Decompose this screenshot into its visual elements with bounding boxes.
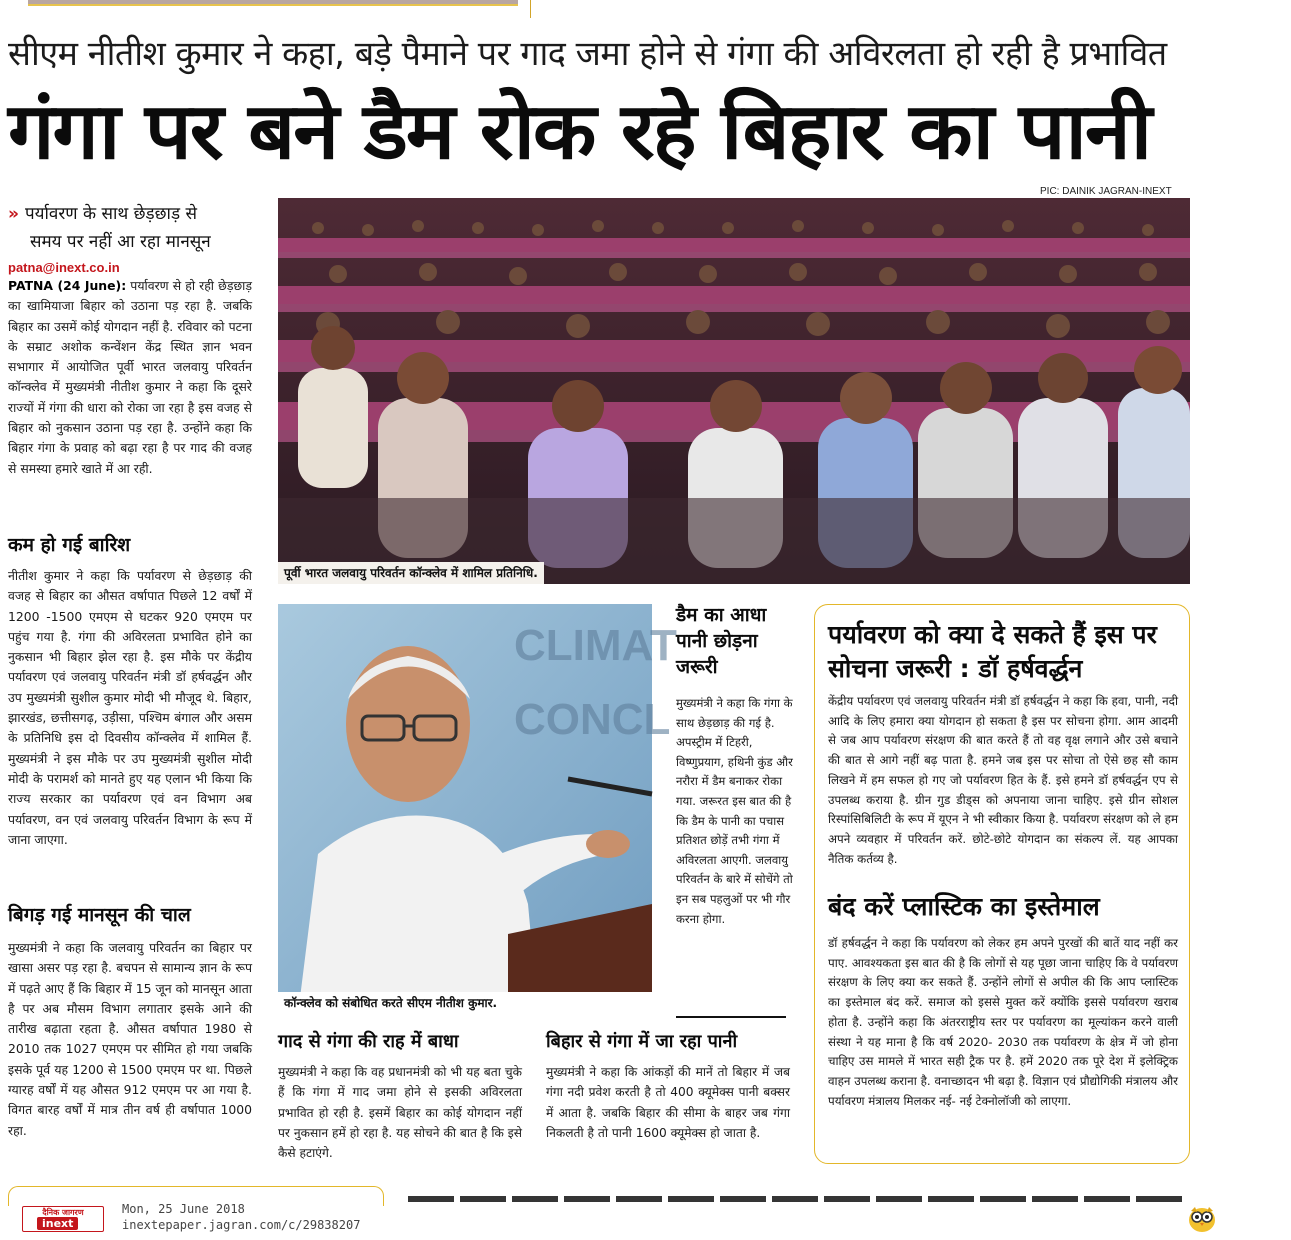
cm-photo-caption: कॉन्क्लेव को संबोधित करते सीएम नीतीश कुमार. [278,992,652,1014]
bullet-line-2: समय पर नहीं आ रहा मानसून [30,232,211,252]
column-rule [530,0,531,18]
section-heading-monsoon: बिगड़ गई मानसून की चाल [8,904,191,926]
audience-photo [278,198,1190,584]
photo-credit: PIC: DAINIK JAGRAN-INEXT [1040,186,1172,197]
main-headline: गंगा पर बने डैम रोक रहे बिहार का पानी [8,87,1151,177]
kicker-headline: सीएम नीतीश कुमार ने कहा, बड़े पैमाने पर गाद जमा होने से गंगा की अविरलता हो रही है प्रभावित [8,34,1167,74]
reporter-email[interactable]: patna@inext.co.in [8,260,120,275]
logo-bottom-text: inext [37,1217,78,1230]
inext-logo[interactable] [22,1206,104,1232]
backdrop-text-2: CONCL [514,695,671,744]
intro-text: पर्यावरण से हो रही छेड़छाड़ का खामियाजा बिहार को उठाना पड़ रहा है. जबकि बिहार का उसमें कोई योगदान नहीं है. रविवार को पटना के सम्राट अशोक कन्वेंशन केंद्र स्थित ज्ञान भवन सभागार में आयोजित पूर्वी भारत जलवायु परिवर्तन कॉन्क्लेव में मुख्यमंत्री नीतीश कुमार ने कहा कि दूसरे राज्यों में गंगा की धारा को रोका जा रहा है इस वजह से बिहार को नुकसान उठाना पड़ रहा है. उन्होंने कहा कि बिहार गंगा के प्रवाह को बढ़ा रहा है पर गाद की वजह से समस्या हमारे खाते में आ रही. [8,278,252,476]
cm-speaking-photo [278,604,677,1014]
section-text-monsoon: मुख्यमंत्री ने कहा कि जलवायु परिवर्तन का बिहार पर खासा असर पड़ रहा है. बचपन से सामान्य ज्ञान के रूप में पढ़ते आए हैं कि बिहार में 15 जून को मानसून आता है पर अब मौसम विभाग लगातार इसके आने की तारीख बढ़ाता रहता है. औसत वर्षापात 1980 से 2010 तक 1027 एमएम पर सीमित हो गया जबकि इसके पूर्व यह 1200 से 1500 एमएम पर था. पिछले ग्यारह वर्षों में यह औसत 912 एमएम पर आ गया है. विगत बारह वर्षों में मात्र तीन वर्ष ही वर्षापात 1000 रहा. [8,940,252,1138]
panel-subtext: डॉ हर्षवर्द्धन ने कहा कि पर्यावरण को लेकर हम अपने पुरखों की बातें याद नहीं कर पाए. आवश्यकता इस बात की है कि लोगों से यह पूछा जाना चाहिए कि वे पर्यावरण संरक्षण के लिए क्या कर सकते हैं. उन्होंने लोगों से अपील की कि आप प्लास्टिक का इस्तेमाल बंद करें. समाज को इससे मुक्त करें क्योंकि इससे पर्यावरण खराब होता है. उन्होंने कहा कि अंतरराष्ट्रीय स्तर पर पर्यावरण का मूल्यांकन करने वाली संस्था ने यह माना है कि वर्ष 2020- 2030 तक पर्यावरण के क्षेत्र में जो होना चाहिए उस मामले में भारत सही ट्रैक पर है. हमें 2020 तक पूरे देश में इलेक्ट्रिक वाहन उपलब्ध कराना है. वनाच्छादन भी बढ़ा है. विज्ञान एवं प्रौद्योगिकी मंत्रालय और पर्यावरण मंत्रालय मिलकर नई- नई टेक्नोलॉजी को लाएगा. [828,936,1178,1108]
silt-text: मुख्यमंत्री ने कहा कि वह प्रधानमंत्री को भी यह बता चुके हैं कि गंगा में गाद जमा होने से इसकी अविरलता प्रभावित हो रही है. इसमें बिहार का कोई योगदान नहीं पर नुकसान हमें हो रहा है. यह सोचने की बात है कि इसे कैसे हटाएंगे. [278,1065,522,1161]
section-text-less-rain: नीतीश कुमार ने कहा कि पर्यावरण से छेड़छाड़ की वजह से बिहार का औसत वर्षापात पिछले 12 वर्षों में 1200 -1500 एमएम से घटकर 920 एमएम पर पहुंच गया है. गंगा की अविरलता प्रभावित होने का नुकसान भी बिहार झेल रहा है. इस मौके पर केंद्रीय पर्यावरण एवं जलवायु परिवर्तन मंत्री डॉ हर्षवर्द्धन और उप मुख्यमंत्री सुशील कुमार मोदी भी मौजूद थे. बिहार, झारखंड, छत्तीसगढ़, उड़ीसा, पश्चिम बंगाल और असम के प्रतिनिधि इस दो दिवसीय कॉन्क्लेव में शामिल हैं. मुख्यमंत्री ने इस मौके पर उप मुख्यमंत्री सुशील मोदी मोदी के परामर्श को मानते हुए यह एलान भी किया कि राज्य सरकार का पर्यावरण एवं वन विभाग अब पर्यावरण, वन एवं जलवायु परिवर्तन विभाग के रूप में जाना जाएगा. [8,568,252,847]
cm-speaking-illustration [278,604,677,1014]
panel-heading: पर्यावरण को क्या दे सकते हैं इस पर सोचना जरूरी : डॉ हर्षवर्द्धन [828,620,1157,683]
logo-top-text: दैनिक जागरण [42,1208,84,1217]
panel-text: केंद्रीय पर्यावरण एवं जलवायु परिवर्तन मंत्री डॉ हर्षवर्द्धन ने कहा कि हवा, पानी, नदी आदि के लिए हमारा क्या योगदान हो सकता है इस पर सोचना होगा. आम आदमी से जब आप पर्यावरण संरक्षण की बात करते हैं तो वह वृक्ष लगाने और उसे बचाने की बात से आगे नहीं बढ़ पाता है. हमने जब इस पर सोचा तो ऐसे छह सौ काम लिखने में हम सफल हो गए जो पर्यावरण हित के हैं. इसे हमने डॉ हर्षवर्द्धन एप से उपलब्ध कराया है. ग्रीन गुड डीड्स को अपनाया जाना चाहिए. इसे ग्रीन सोशल रिस्पांसिबिलिटी के रूप में यूएन ने भी स्वीकार किया है. पर्यावरण संरक्षण को ले हम अपने व्यवहार में परिवर्तन करें. छोटे-छोटे योगदान का संकल्प लें. यह आपका नैतिक कर्तव्य है. [828,694,1178,866]
previous-photo-fragment [28,0,518,6]
audience-illustration [278,198,1190,584]
bullet-line-1: पर्यावरण के साथ छेड़छाड़ से [24,204,197,224]
backdrop-text-1: CLIMAT [514,621,677,670]
edition-date: Mon, 25 June 2018 [122,1202,245,1216]
epaper-url[interactable]: inextepaper.jagran.com/c/29838207 [122,1218,361,1232]
flow-heading: बिहार से गंगा में जा रहा पानी [546,1031,738,1052]
previous-article-strip [0,0,1224,18]
audience-photo-caption: पूर्वी भारत जलवायु परिवर्तन कॉन्क्लेव में शामिल प्रतिनिधि. [278,562,544,584]
dam-heading: डैम का आधा पानी छोड़ना जरूरी [676,604,767,678]
owl-icon[interactable] [1186,1202,1218,1234]
bullet-highlight [8,200,270,256]
dateline: PATNA (24 June): [8,278,127,293]
next-headline-fragment [408,1196,1188,1202]
flow-text: मुख्यमंत्री ने कहा कि आंकड़ों की मानें तो बिहार में जब गंगा नदी प्रवेश करती है तो 400 क्यूमेक्स पानी बक्सर में आता है. जबकि बिहार की सीमा के बाहर जब गंगा निकलती है तो पानी 1600 क्यूमेक्स हो जाता है. [546,1065,790,1140]
intro-paragraph [8,276,252,479]
chevron-right-icon: » [8,204,19,224]
silt-heading: गाद से गंगा की राह में बाधा [278,1031,459,1052]
panel-subheading: बंद करें प्लास्टिक का इस्तेमाल [828,892,1100,921]
section-heading-less-rain: कम हो गई बारिश [8,534,131,556]
column-rule-bottom [676,1016,786,1018]
dam-text: मुख्यमंत्री ने कहा कि गंगा के साथ छेड़छाड़ की गई है. अपस्ट्रीम में टिहरी, विष्णुप्रयाग, हथिनी कुंड और नरौरा में डैम बनाकर रोका गया. जरूरत इस बात की है कि डैम के पानी का पचास प्रतिशत छोड़ें तभी गंगा में अविरलता आएगी. जलवायु परिवर्तन के बारे में सोचेंगे तो इन सब पहलुओं पर भी गौर करना होगा. [676,696,793,926]
